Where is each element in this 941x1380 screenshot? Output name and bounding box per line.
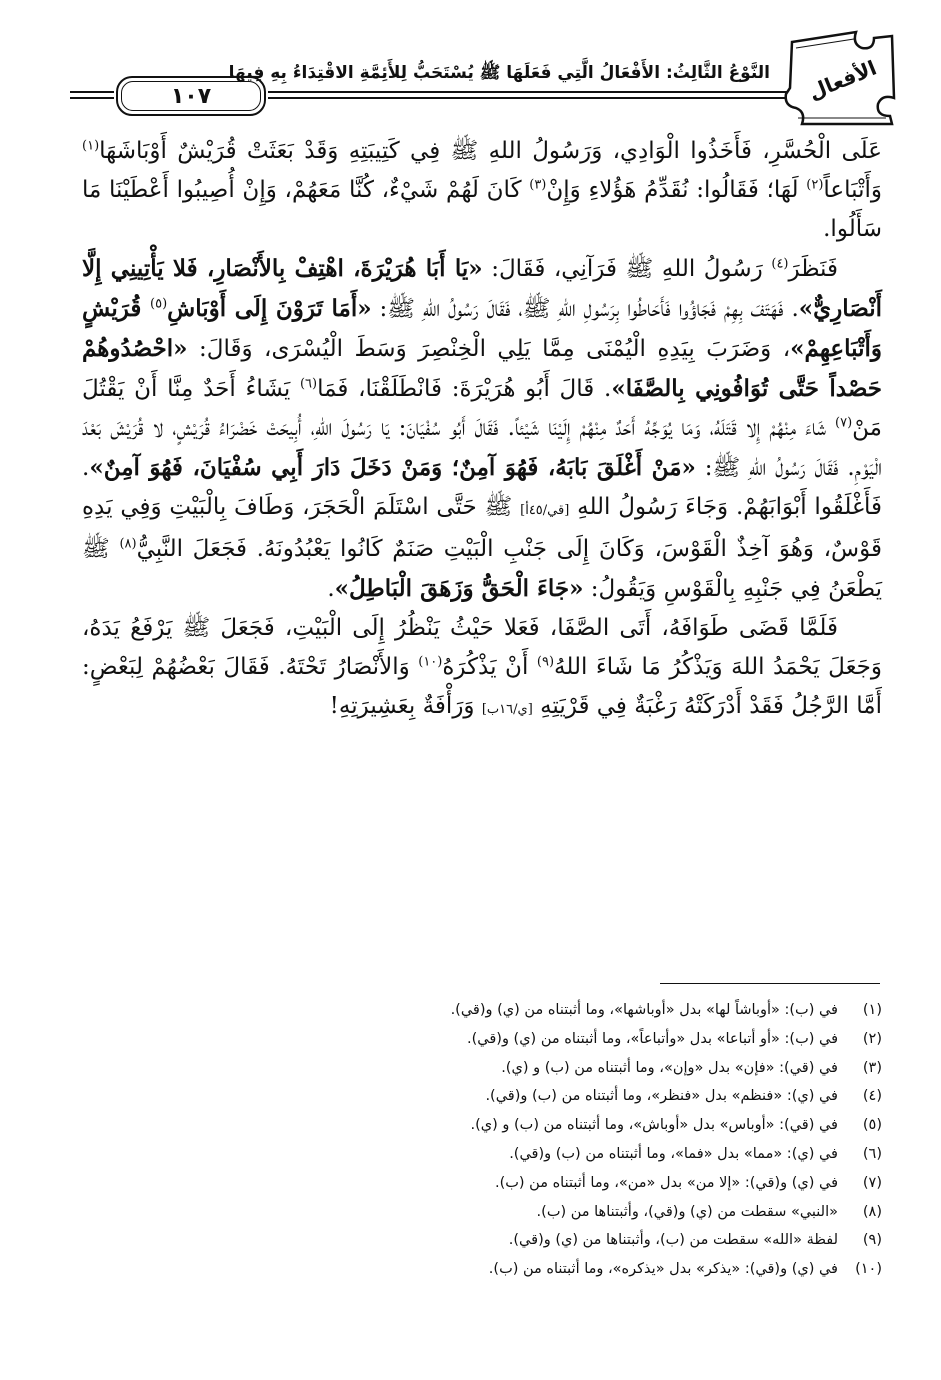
footnote-marker: (٢)	[806, 177, 824, 193]
text-run: وَرَأْفَةٌ بِعَشِيرَتِهِ!	[329, 693, 482, 719]
manuscript-page-ref: [قي/٤٥أ]	[520, 503, 570, 518]
footnote-marker: (٥)	[150, 296, 168, 312]
footnote-text: في (ي): «مما» بدل «فما»، وما أثبتناه من (ب) و(قي).	[509, 1145, 838, 1162]
footnote-text: في (ب): «أو أتباعا» بدل «وأتباعاً»، وما أثبتناه من (ي) و(قي).	[467, 1030, 838, 1047]
text-run: . فَهَتَفَ بِهِمْ فَجَاؤُوا فَأَحَاطُوا بِرَسُولِ اللهِ ﷺ، فَقَالَ رَسُولُ اللهِ ﷺ:	[371, 296, 799, 322]
text-run: وَأَتْبَاعاً	[823, 177, 882, 203]
footnote-number: (١)	[862, 1002, 882, 1018]
header-rule	[268, 97, 828, 99]
footnote	[82, 1082, 882, 1111]
text-run: أَنْ يَذْكُرَهُ	[442, 654, 537, 680]
footnote	[82, 1111, 882, 1140]
hadith-quote: قُرَيْشٍ وَأَتْبَاعِهِمْ»	[82, 295, 882, 362]
footnote	[82, 1198, 882, 1227]
footnote-text: في (قي): «فإن» بدل «وإن»، وما أثبتناه من (ب) و (ي).	[501, 1059, 838, 1076]
text-run: ، وَضَرَبَ بِيَدِهِ الْيُمْنَى مِمَّا يَلِي الْخِنْصِرَ وَسَطَ الْيُسْرَى، وَقَالَ:	[187, 336, 791, 362]
text-run: .	[327, 576, 335, 602]
footnotes-list	[82, 996, 882, 1284]
hadith-quote: «مَنْ أَغْلَقَ بَابَهُ، فَهُوَ آمِنٌ؛ وَمَنْ دَخَلَ دَارَ أَبِي سُفْيَانَ، فَهُوَ آمِنٌ»	[89, 454, 696, 481]
paragraph	[82, 132, 882, 249]
footnote	[82, 996, 882, 1025]
footnote-number: (٤)	[862, 1088, 882, 1105]
footnote-number: (٣)	[862, 1059, 882, 1076]
text-run: يَشَاءُ أَحَدٌ مِنَّا أَنْ يَقْتُلَ مَنْ	[82, 376, 882, 441]
text-run: فَنَظَرَ	[788, 256, 838, 282]
text-run: فَلَمَّا قَضَى طَوَافَهُ، أَتَى الصَّفَا، فَعَلا حَيْثُ يَنْظُرُ إِلَى الْبَيْتِ، فَجَعَلَ ﷺ يَرْفَعُ يَدَهُ، وَجَعَلَ يَحْمَدُ اللهَ وَيَذْكُرُ مَا شَاءَ اللهُ	[82, 615, 882, 680]
text-run: عَلَى الْحُسَّرِ، فَأَخَذُوا الْوَادِي، وَرَسُولُ اللهِ ﷺ فِي كَتِيبَتِهِ وَقَدْ بَعَثَتْ قُرَيْشٌ أَوْبَاشَهَا	[99, 138, 882, 164]
footnote	[82, 1054, 882, 1083]
footnote-text: لفظة «الله» سقطت من (ب)، وأثبتناها من (ي) و(قي).	[508, 1232, 838, 1249]
footnote-text: في (ي) و(قي): «يذكر» بدل «يذكره»، وما أثبتناه من (ب).	[488, 1261, 838, 1278]
footnote-text: في (ب): «أوباشاً لها» بدل «أوباشها»، وما أثبتناه من (ي) و(قي).	[450, 1002, 838, 1018]
footnote	[82, 1226, 882, 1255]
text-run: كَانَ لَهُمْ شَيْءٌ، كُنَّا مَعَهُمْ، وَإِنْ أُصِيبُوا أَعْطَيْنَا مَا سَأَلُوا.	[82, 177, 882, 242]
footnote	[82, 1025, 882, 1054]
footnote-marker: (١٠)	[418, 654, 443, 670]
footnote-number: (٨)	[862, 1203, 882, 1220]
main-text	[82, 132, 882, 729]
text-run: رَسُولُ اللهِ ﷺ فَرَآنِي، فَقَالَ:	[482, 256, 772, 282]
header-rule	[70, 97, 114, 99]
footnote-marker: (١)	[82, 138, 100, 154]
footnote-marker: (٨)	[119, 536, 137, 552]
footnote-number: (٥)	[862, 1117, 882, 1134]
footnote-text: «النبي» سقطت من (ي) و(قي)، وأثبتناها من (ب).	[536, 1203, 838, 1220]
footnote	[82, 1140, 882, 1169]
text-run: وَالأَنْصَارُ تَحْتَهُ. فَقَالَ بَعْضُهُمْ لِبَعْضٍ: أَمَّا الرَّجُلُ فَقَدْ أَدْرَكَتْهُ رَغْبَةٌ فِي قَرْيَتِهِ	[82, 654, 882, 719]
hadith-quote: «أَمَا تَرَوْنَ إِلَى أَوْبَاشِ	[167, 295, 372, 322]
footnote-text: في (ي) و(قي): «إلا من» بدل «من»، وما أثبتناه من (ب).	[494, 1174, 838, 1191]
footnote-number: (٩)	[862, 1232, 882, 1249]
footnote-marker: (٧)	[835, 415, 853, 431]
hadith-quote: «يَا أَبَا هُرَيْرَةَ، اهْتِفْ بِالأَنْصَارِ، فَلا يَأْتِينِي إِلَّا أَنْصَارِيٌّ»	[82, 255, 882, 322]
footnote-separator	[660, 983, 880, 984]
text-run: شَاءَ مِنْهُمْ إِلا قَتَلَهُ، وَمَا يُوَجِّهُ أَحَدٌ مِنْهُمْ إِلَيْنَا شَيْئاً. فَقَالَ أَبُو سُفْيَانَ: يَا رَسُولَ اللهِ، أُبِيحَتْ خَضْرَاءُ قُرَيْشٍ، لا قُرَيْشَ بَعْدَ الْيَوْمِ. فَقَالَ رَسُولُ اللهِ ﷺ:	[82, 415, 882, 481]
footnote	[82, 1255, 882, 1284]
footnote	[82, 1169, 882, 1198]
hadith-quote: «احْصُدُوهُمْ حَصْداً حَتَّى تُوَافُونِي بِالصَّفَا»	[82, 335, 883, 402]
footnote-marker: (٩)	[536, 654, 555, 670]
manuscript-page-ref: [ي/١٦ب]	[481, 702, 533, 717]
footnote-text: في (قي): «أوباس» بدل «أوباش»، وما أثبتناه من (ب) و (ي).	[470, 1117, 838, 1134]
paragraph	[82, 249, 882, 609]
footnote-text: في (ي): «فنظم» بدل «فنظر»، وما أثبتناه من (ب) و(قي).	[485, 1088, 838, 1105]
page-header	[70, 28, 890, 128]
section-badge	[782, 28, 900, 128]
running-title: النَّوْعُ الثَّالِثُ: الأَفْعَالُ الَّتِي فَعَلَهَا ﷺ يُسْتَحَبُّ لِلأَئِمَّةِ الاقْتِدَاءُ بِهِ فِيهَا	[228, 63, 770, 83]
text-run: لَهَا؛ فَقَالُوا: نُقَدِّمُ هَؤُلاءِ وَإِنْ	[546, 177, 807, 203]
footnote-number: (٧)	[862, 1174, 882, 1191]
footnote-number: (١٠)	[855, 1261, 882, 1278]
text-run: . فَأَغْلَقُوا أَبْوَابَهُمْ. وَجَاءَ رَسُولُ اللهِ	[82, 455, 882, 520]
text-run: ﷺ يَطْعَنُ فِي جَنْبِهِ بِالْقَوْسِ وَيَقُولُ:	[82, 536, 882, 602]
paragraph	[82, 609, 882, 729]
header-rule	[268, 91, 828, 93]
header-rule	[70, 91, 114, 93]
footnote-number: (٦)	[862, 1145, 882, 1162]
text-run: . قَالَ أَبُو هُرَيْرَةَ: فَانْطَلَقْنَا، فَمَا	[317, 376, 612, 402]
footnote-marker: (٤)	[771, 256, 789, 272]
footnote-number: (٢)	[862, 1030, 882, 1047]
badge-label: الأفعال	[805, 55, 880, 105]
footnote-marker: (٣)	[529, 177, 547, 193]
hadith-quote: «جَاءَ الْحَقُّ وَزَهَقَ الْبَاطِلُ»	[334, 575, 584, 602]
text-run: ﷺ حَتَّى اسْتَلَمَ الْحَجَرَ، وَطَافَ بِالْبَيْتِ وَفِي يَدِهِ قَوْسٌ، وَهُوَ آخِذٌ الْقَوْسَ، وَكَانَ إِلَى جَنْبِ الْبَيْتِ صَنَمٌ كَانُوا يَعْبُدُونَهُ. فَجَعَلَ النَّبِيُّ	[82, 494, 882, 562]
footnote-marker: (٦)	[299, 376, 318, 392]
page-number: ١٠٧	[116, 76, 266, 116]
